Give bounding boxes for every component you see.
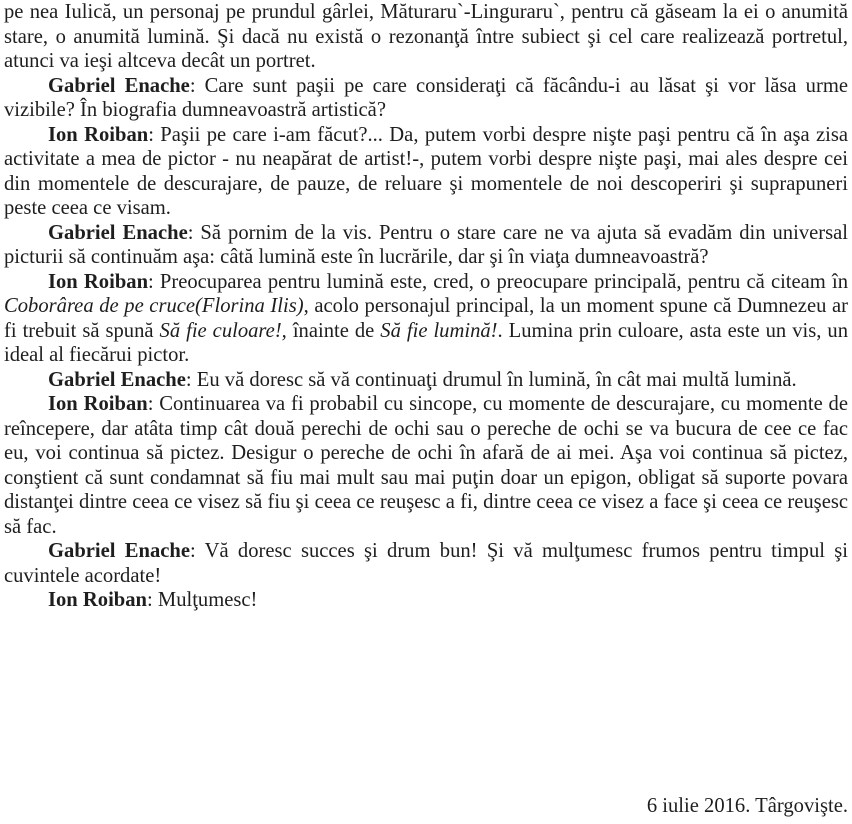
continued-paragraph (4, 0, 848, 74)
speaker-name: Ion Roiban (48, 270, 149, 293)
paragraph-text: , acolo personajul principal, la un moment spune că Dumnezeu ar fi trebuit să spună (4, 295, 848, 342)
dialogue-paragraph (4, 539, 848, 588)
paragraph-text: : Eu vă doresc să vă continuaţi drumul în lumină, în cât mai multă lumină. (185, 368, 797, 391)
italic-text: Coborârea de pe cruce(Florina Ilis) (4, 295, 304, 317)
paragraph-text: înainte de (286, 319, 381, 342)
paragraph-text: . Lumina prin culoare, asta este un vis, un ideal al fiecărui pictor. (4, 319, 848, 366)
dialogue-paragraph (4, 368, 848, 393)
dateline: 6 iulie 2016. Târgovişte. (646, 795, 848, 817)
dialogue-paragraph (4, 270, 848, 368)
paragraph-text: : Care sunt paşii pe care consideraţi că făcându-i au lăsat şi vor lăsa urme vizibile? În biografia dumneavoastră artistică? (4, 74, 848, 121)
speaker-name: Gabriel Enache (48, 221, 188, 244)
paragraph-text: : Preocuparea pentru lumină este, cred, o preocupare principală, pentru că citeam în (148, 270, 849, 293)
dialogue-paragraph (4, 588, 848, 613)
interview-text (4, 0, 848, 613)
paragraph-text: : Paşii pe care i-am făcut?... Da, putem vorbi despre nişte paşi pentru că în aşa zisa activitate a mea de pictor - nu neapărat de artist!-, putem vorbi despre nişte paşi, mai ales despre cei din momentele de descurajare, de pauze, de reluare şi momentele de noi descoperiri şi suprapuneri peste ceea ce visam. (4, 123, 848, 219)
dialogue-paragraph (4, 74, 848, 123)
speaker-name: Ion Roiban (48, 123, 149, 146)
paragraph-text: : Vă doresc succes şi drum bun! Şi vă mulţumesc frumos pentru timpul şi cuvintele acordate! (4, 540, 848, 587)
paragraph-text: : Continuarea va fi probabil cu sincope, cu momente de descurajare, cu momente de reîncepere, dar atâta timp cât două perechi de ochi sau o pereche de ochi se va bucura de cee ce fac eu, voi continua să pictez. Desigur o pereche de ochi în afară de ai mei. Aşa voi continua să pictez, conştient că sunt condamnat să fiu mai mult sau mai puţin doar un epigon, obligat să suporte povara distanţei dintre ceea ce visez să fiu şi ceea ce reuşesc a fi, dintre ceea ce visez a face şi ceea ce reuşesc să fac. (4, 393, 848, 538)
paragraph-text: pe nea Iulică, un personaj pe prundul gârlei, Măturaru`-Linguraru`, pentru că găseam la ei o anumită stare, o anumită lumină. Şi dacă nu există o rezonanţă între subiect şi cel care realizează portretul, atunci va ieşi altceva decât un portret. (4, 1, 848, 72)
dialogue-paragraph (4, 221, 848, 270)
paragraph-text: : Mulţumesc! (147, 589, 258, 611)
italic-text: Să fie lumină! (380, 319, 498, 342)
speaker-name: Gabriel Enache (48, 368, 186, 391)
dialogue-paragraph (4, 392, 848, 539)
paragraph-text: : Să pornim de la vis. Pentru o stare care ne va ajuta să evadăm din universal picturii să continuăm aşa: câtă lumină este în lucrările, dar şi în viaţa dumneavoastră? (4, 221, 848, 268)
speaker-name: Ion Roiban (48, 393, 148, 415)
italic-text: Să fie culoare!, (159, 319, 287, 342)
speaker-name: Gabriel Enache (48, 74, 190, 97)
dialogue-paragraph (4, 123, 848, 221)
speaker-name: Gabriel Enache (48, 540, 190, 562)
speaker-name: Ion Roiban (48, 589, 148, 611)
